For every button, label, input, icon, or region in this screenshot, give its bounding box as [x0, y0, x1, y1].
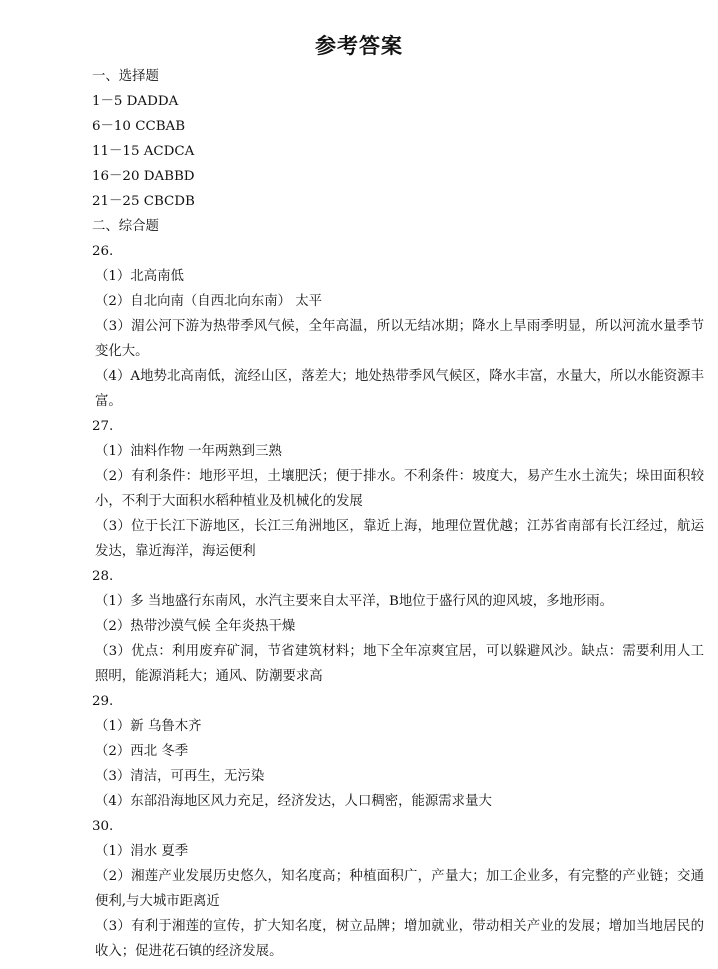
answer-line: （2）热带沙漠气候 全年炎热干燥 — [95, 619, 296, 634]
choice-answer-row: 6－10 CCBAB — [92, 119, 186, 134]
answer-line: （1）多 当地盛行东南风，水汽主要来自太平洋，B地位于盛行风的迎风坡，多地形雨。 — [95, 594, 614, 609]
choice-answer-row: 16－20 DABBD — [92, 169, 195, 184]
choice-answer-row: 21－25 CBCDB — [92, 194, 195, 209]
question-number: 29. — [92, 694, 114, 709]
answer-line: （3）清洁，可再生，无污染 — [95, 769, 265, 784]
answer-line: （4）东部沿海地区风力充足，经济发达，人口稠密，能源需求量大 — [95, 794, 492, 809]
answer-paragraph: （3）有利于湘莲的宣传，扩大知名度，树立品牌；增加就业，带动相关产业的发展；增加当地居民的收入；促进花石镇的经济发展。 — [95, 919, 704, 959]
answer-line: （1）北高南低 — [95, 269, 184, 284]
page-title: 参考答案 — [315, 33, 403, 58]
answer-line: （1）油料作物 一年两熟到三熟 — [95, 444, 282, 459]
question-number: 27. — [92, 419, 114, 434]
answer-paragraph: （2）有利条件：地形平坦，土壤肥沃；便于排水。不利条件：坡度大，易产生水土流失；垛田面积较小，不利于大面积水稻种植业及机械化的发展 — [95, 469, 704, 509]
choice-answer-row: 1－5 DADDA — [92, 94, 179, 109]
answer-content — [92, 64, 704, 964]
answer-paragraph: （3）优点：利用废弃矿洞，节省建筑材料；地下全年凉爽宜居，可以躲避风沙。缺点：需要利用人工照明，能源消耗大；通风、防潮要求高 — [95, 644, 704, 684]
section-heading-choice: 一、选择题 — [92, 69, 159, 84]
answer-paragraph: （2）湘莲产业发展历史悠久，知名度高；种植面积广，产量大；加工企业多，有完整的产业链；交通便利,与大城市距离近 — [95, 869, 704, 909]
question-number: 30. — [92, 819, 114, 834]
section-heading-comprehensive: 二、综合题 — [92, 219, 159, 234]
answer-paragraph: （3）位于长江下游地区，长江三角洲地区，靠近上海，地理位置优越；江苏省南部有长江经过，航运发达，靠近海洋，海运便利 — [95, 519, 704, 559]
question-number: 26. — [92, 244, 114, 259]
answer-line: （1）新 乌鲁木齐 — [95, 719, 202, 734]
answer-line: （1）涓水 夏季 — [95, 844, 189, 859]
answer-line: （2）西北 冬季 — [95, 744, 189, 759]
question-number: 28. — [92, 569, 114, 584]
answer-line: （2）自北向南（自西北向东南） 太平 — [95, 294, 323, 309]
answer-paragraph: （4）A地势北高南低，流经山区，落差大；地处热带季风气候区，降水丰富，水量大，所以水能资源丰富。 — [95, 369, 704, 409]
answer-paragraph: （3）湄公河下游为热带季风气候，全年高温，所以无结冰期；降水上旱雨季明显，所以河流水量季节变化大。 — [95, 319, 704, 359]
choice-answer-row: 11－15 ACDCA — [92, 144, 195, 159]
